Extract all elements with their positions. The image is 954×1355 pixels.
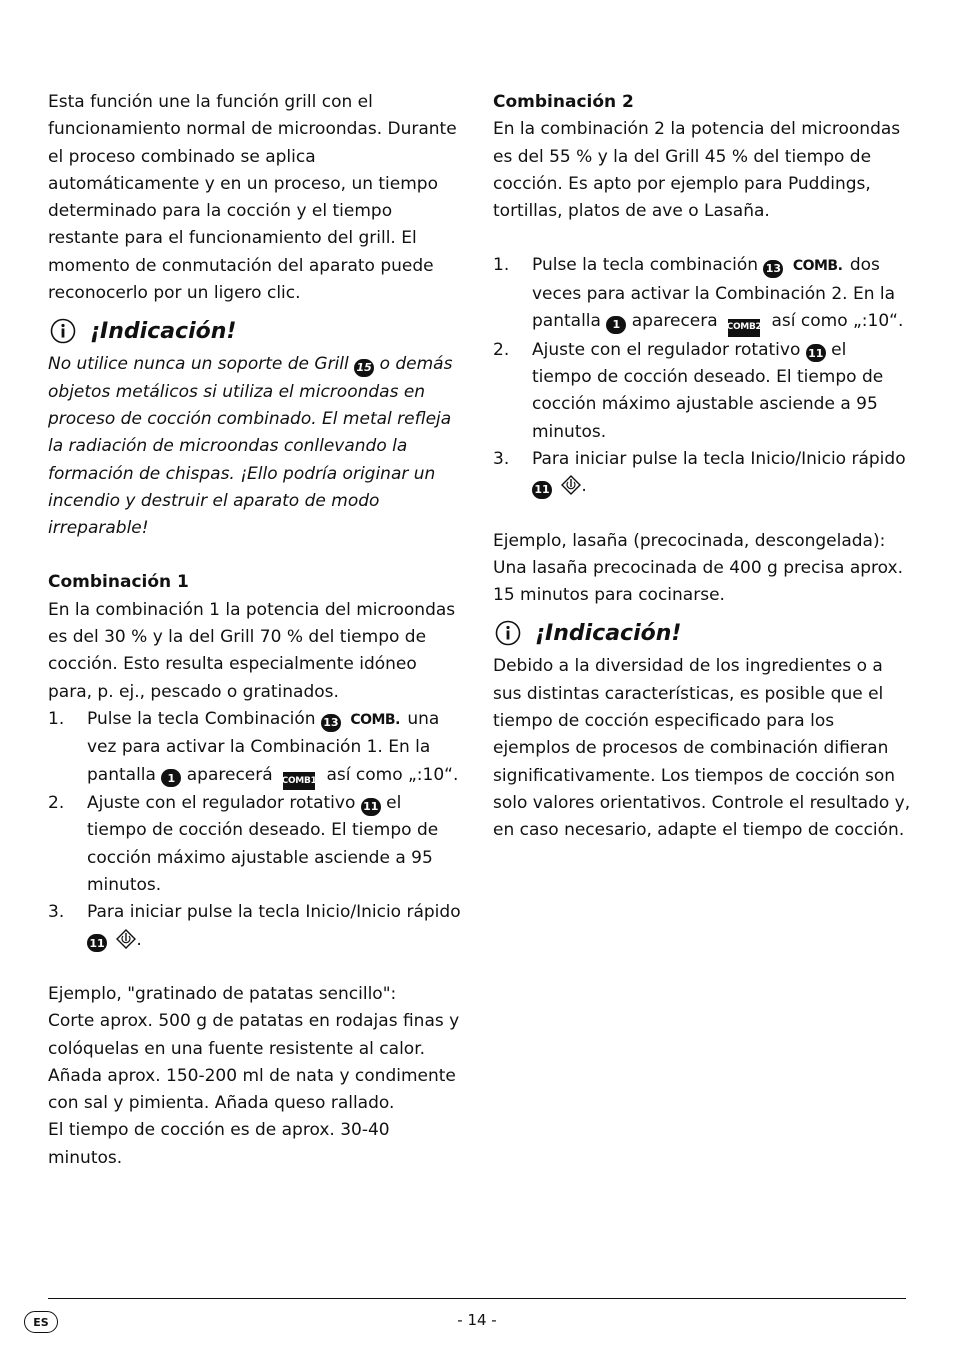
- example-1-text: Corte aprox. 500 g de patatas en rodajas finas y colóquelas en una fuente resistente al calor. Añada aprox. 150-200 ml de nata y condimente con sal y pimienta. Añada queso rallado.: [48, 1011, 460, 1114]
- ref-11-icon: 11: [361, 798, 381, 816]
- comb-key-icon: COMB.: [792, 258, 843, 275]
- footer-divider: [48, 1298, 906, 1299]
- ref-11-icon: 11: [87, 934, 107, 952]
- example-1-time: El tiempo de cocción es de aprox. 30-40 minutos.: [48, 1120, 390, 1168]
- list-item: 3. Para iniciar pulse la tecla Inicio/Inicio rápido 11 .: [48, 899, 466, 954]
- note-text: No utilice nunca un soporte de Grill 15 o demás objetos metálicos si utiliza el microondas en proceso de cocción combinado. El metal refleja la radiación de microondas conllevando la formación de chispas. ¡Ello podría originar un incendio y destruir el aparato de modo irreparable!: [48, 354, 453, 539]
- ref-15-icon: 15: [354, 359, 374, 377]
- example-2-text: Una lasaña precocinada de 400 g precisa aprox. 15 minutos para cocinarse.: [493, 557, 904, 606]
- list-item: 2. Ajuste con el regulador rotativo 11 el tiempo de cocción deseado. El tiempo de cocción máximo ajustable asciende a 95 minutos.: [493, 339, 884, 442]
- ref-11-icon: 11: [532, 481, 552, 499]
- language-badge: ES: [24, 1311, 58, 1333]
- start-diamond-icon: [561, 475, 581, 495]
- example-1-title: Ejemplo, "gratinado de patatas sencillo":: [48, 983, 397, 1004]
- ref-13-icon: 13: [763, 260, 783, 278]
- comb2-display-icon: COMB2: [728, 319, 760, 337]
- note-title: ¡Indicación!: [90, 318, 237, 344]
- list-item: 1. Pulse la tecla Combinación 13 COMB. una vez para activar la Combinación 1. En la pantalla 1 aparecerá COMB1 así como „:10“.: [48, 706, 466, 790]
- note-heading: [493, 613, 911, 653]
- right-column: [493, 89, 911, 844]
- comb1-display-icon: COMB1: [283, 772, 315, 790]
- combination-2-desc: En la combinación 2 la potencia del microondas es del 55 % y la del Grill 45 % del tiempo de cocción. Es apto por ejemplo para Puddings, tortillas, platos de ave o Lasaña.: [493, 119, 901, 222]
- info-icon: [495, 620, 521, 646]
- list-item: 1. Pulse la tecla combinación 13 COMB. dos veces para activar la Combinación 2. En la pantalla 1 aparecera COMB2 así como „:10“.: [493, 252, 911, 336]
- comb-key-icon: COMB.: [350, 711, 400, 728]
- note-text: Debido a la diversidad de los ingredientes o a sus distintas características, es posible que el tiempo de cocción especificado para los ejemplos de procesos de combinación difieran significativamente. Los tiempos de cocción son solo valores orientativos. Controle el resultado y, en caso necesario, adapte el tiempo de cocción.: [493, 656, 911, 841]
- combination-1-steps: [48, 706, 466, 954]
- combination-2-steps: [493, 252, 911, 500]
- page-number: - 14 -: [457, 1311, 497, 1329]
- left-column: [48, 89, 466, 1172]
- ref-1-icon: 1: [161, 769, 181, 787]
- combination-1-title: Combinación 1: [48, 572, 189, 593]
- example-2-title: Ejemplo, lasaña (precocinada, descongelada):: [493, 530, 886, 551]
- intro-paragraph: Esta función une la función grill con el funcionamiento normal de microondas. Durante el proceso combinado se aplica automáticamente y en un proceso, un tiempo determinado para la cocción y el tiempo restante para el funcionamiento del grill. El momento de conmutación del aparato puede reconocerlo por un ligero clic.: [48, 92, 457, 304]
- note-heading: [48, 311, 466, 351]
- list-item: 3. Para iniciar pulse la tecla Inicio/Inicio rápido 11 .: [493, 446, 911, 501]
- combination-2-title: Combinación 2: [493, 92, 634, 112]
- note-title: ¡Indicación!: [535, 620, 682, 646]
- ref-1-icon: 1: [606, 316, 626, 334]
- ref-13-icon: 13: [321, 714, 341, 732]
- combination-1-desc: En la combinación 1 la potencia del microondas es del 30 % y la del Grill 70 % del tiempo de cocción. Esto resulta especialmente idóneo para, p. ej., pescado o gratinados.: [48, 599, 456, 702]
- list-item: 2. Ajuste con el regulador rotativo 11 el tiempo de cocción deseado. El tiempo de cocción máximo ajustable asciende a 95 minutos.: [48, 793, 439, 896]
- ref-11-icon: 11: [806, 344, 826, 362]
- start-diamond-icon: [116, 929, 136, 949]
- info-icon: [50, 318, 76, 344]
